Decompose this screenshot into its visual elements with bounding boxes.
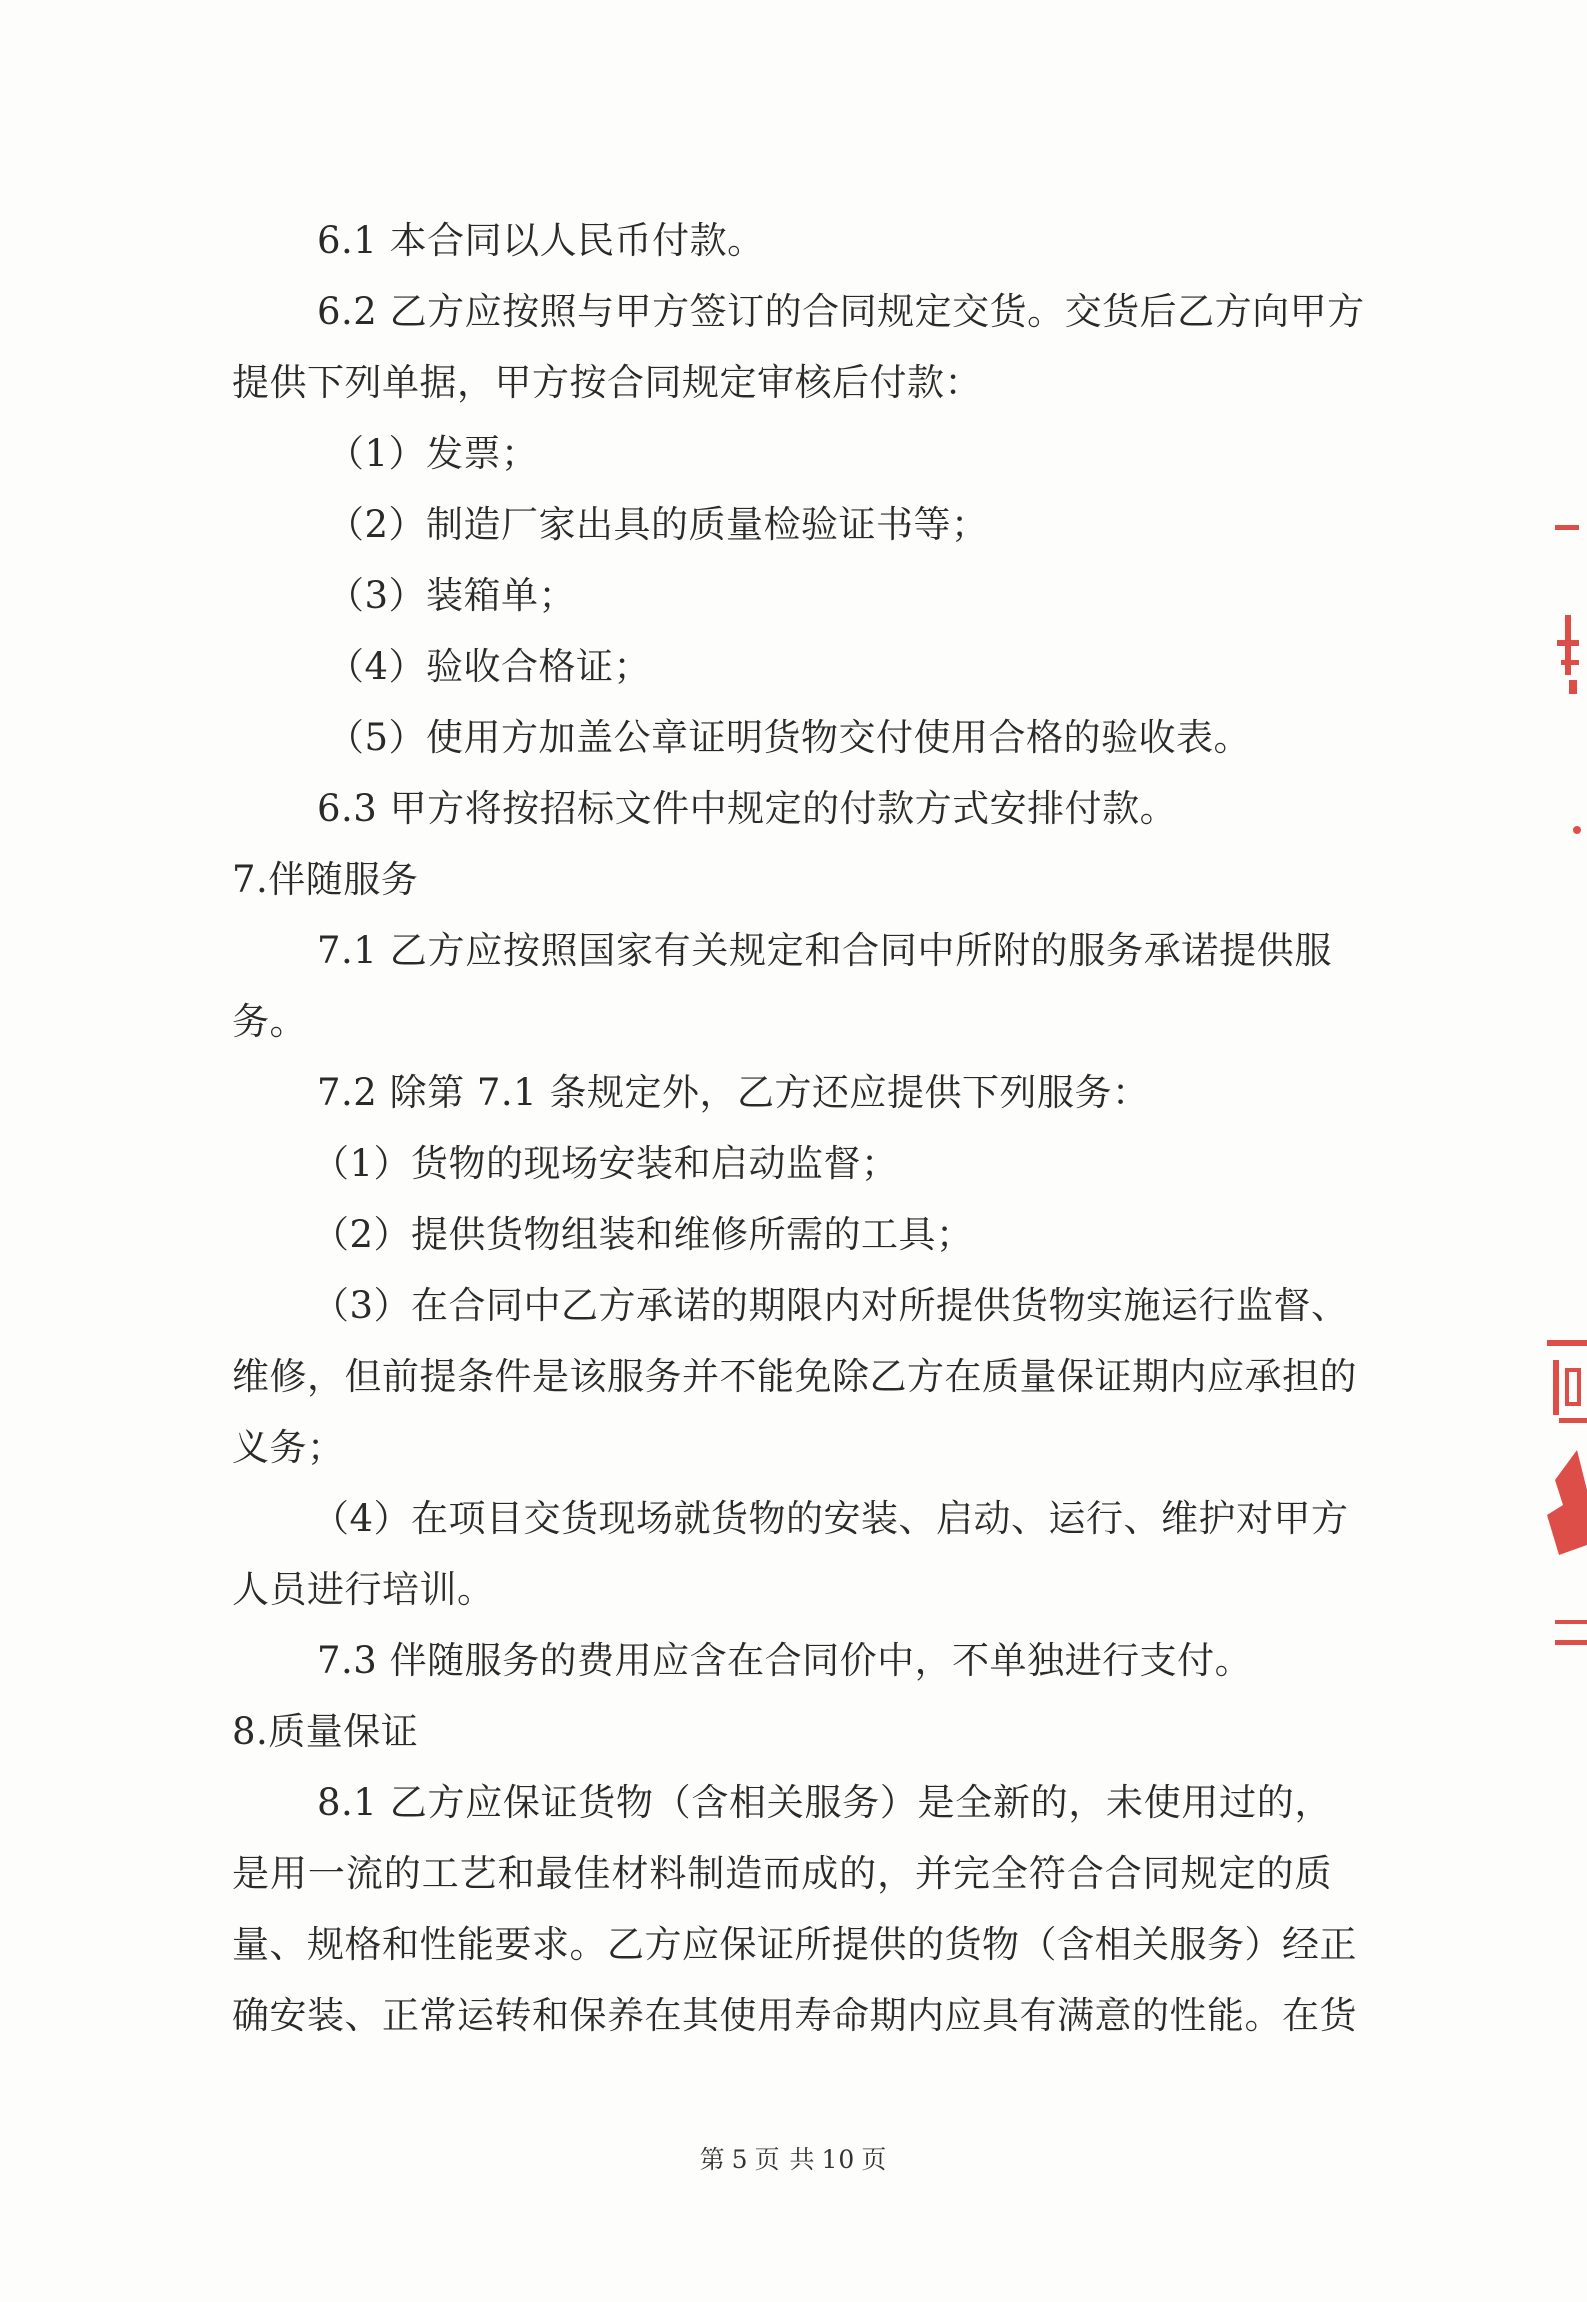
line-text: （2）提供货物组装和维修所需的工具； <box>312 1213 974 1256</box>
line-text: （1）发票； <box>327 432 539 475</box>
text-line <box>232 986 1332 1057</box>
document-body <box>232 205 1365 2051</box>
text-line <box>232 1625 1332 1696</box>
text-line <box>232 1909 1357 1980</box>
line-text: 是用一流的工艺和最佳材料制造而成的，并完全符合合同规定的质 <box>232 1852 1332 1895</box>
text-line <box>232 1767 1332 1838</box>
text-line <box>232 1128 1332 1199</box>
line-text: （4）在项目交货现场就货物的安装、启动、运行、维护对甲方 <box>312 1497 1349 1540</box>
text-line <box>232 276 1365 347</box>
text-line <box>232 773 1332 844</box>
footer-prefix: 第 <box>699 2145 726 2174</box>
footer-suffix: 页 <box>861 2145 888 2174</box>
text-line <box>232 1057 1332 1128</box>
text-line <box>232 915 1332 986</box>
line-text: 务。 <box>232 1000 307 1043</box>
text-line <box>232 489 1332 560</box>
line-text: 量、规格和性能要求。乙方应保证所提供的货物（含相关服务）经正 <box>232 1923 1357 1966</box>
line-text: （3）装箱单； <box>327 574 577 617</box>
text-line <box>232 347 1332 418</box>
line-text: 人员进行培训。 <box>232 1568 495 1611</box>
red-seal-fragment-icon <box>1517 500 1587 1680</box>
text-line <box>232 844 1332 915</box>
text-line <box>232 205 1332 276</box>
text-line <box>232 1270 1349 1341</box>
text-line <box>232 1483 1349 1554</box>
line-text: 7.3 伴随服务的费用应含在合同价中，不单独进行支付。 <box>317 1639 1253 1682</box>
text-line <box>232 1341 1357 1412</box>
line-text: 6.1 本合同以人民币付款。 <box>317 219 765 262</box>
footer-total-pages: 10 <box>821 2145 856 2174</box>
text-line <box>232 702 1332 773</box>
text-line <box>232 418 1332 489</box>
line-text: 确安装、正常运转和保养在其使用寿命期内应具有满意的性能。在货 <box>232 1994 1357 2037</box>
line-text: （1）货物的现场安装和启动监督； <box>312 1142 899 1185</box>
line-text: 7.1 乙方应按照国家有关规定和合同中所附的服务承诺提供服 <box>317 929 1332 972</box>
text-line <box>232 1412 1332 1483</box>
line-text: 6.2 乙方应按照与甲方签订的合同规定交货。交货后乙方向甲方 <box>317 290 1365 333</box>
text-line <box>232 631 1332 702</box>
line-text: （2）制造厂家出具的质量检验证书等； <box>327 503 989 546</box>
line-text: （3）在合同中乙方承诺的期限内对所提供货物实施运行监督、 <box>312 1284 1349 1327</box>
line-text: 7.伴随服务 <box>232 858 419 901</box>
line-text: 维修，但前提条件是该服务并不能免除乙方在质量保证期内应承担的 <box>232 1355 1357 1398</box>
line-text: （5）使用方加盖公章证明货物交付使用合格的验收表。 <box>327 716 1252 759</box>
text-line <box>232 1980 1357 2051</box>
line-text: 8.质量保证 <box>232 1710 419 1753</box>
line-text: 7.2 除第 7.1 条规定外，乙方还应提供下列服务： <box>317 1071 1150 1114</box>
line-text: 义务； <box>232 1426 345 1469</box>
line-text: （4）验收合格证； <box>327 645 652 688</box>
text-line <box>232 1838 1332 1909</box>
footer-middle: 页 共 <box>754 2145 816 2174</box>
text-line <box>232 560 1332 631</box>
line-text: 提供下列单据，甲方按合同规定审核后付款： <box>232 361 982 404</box>
text-line <box>232 1554 1332 1625</box>
footer-page-number: 5 <box>731 2145 749 2174</box>
page-footer <box>0 2140 1587 2176</box>
line-text: 6.3 甲方将按招标文件中规定的付款方式安排付款。 <box>317 787 1178 830</box>
line-text: 8.1 乙方应保证货物（含相关服务）是全新的，未使用过的， <box>317 1781 1332 1824</box>
text-line <box>232 1199 1332 1270</box>
text-line <box>232 1696 1332 1767</box>
